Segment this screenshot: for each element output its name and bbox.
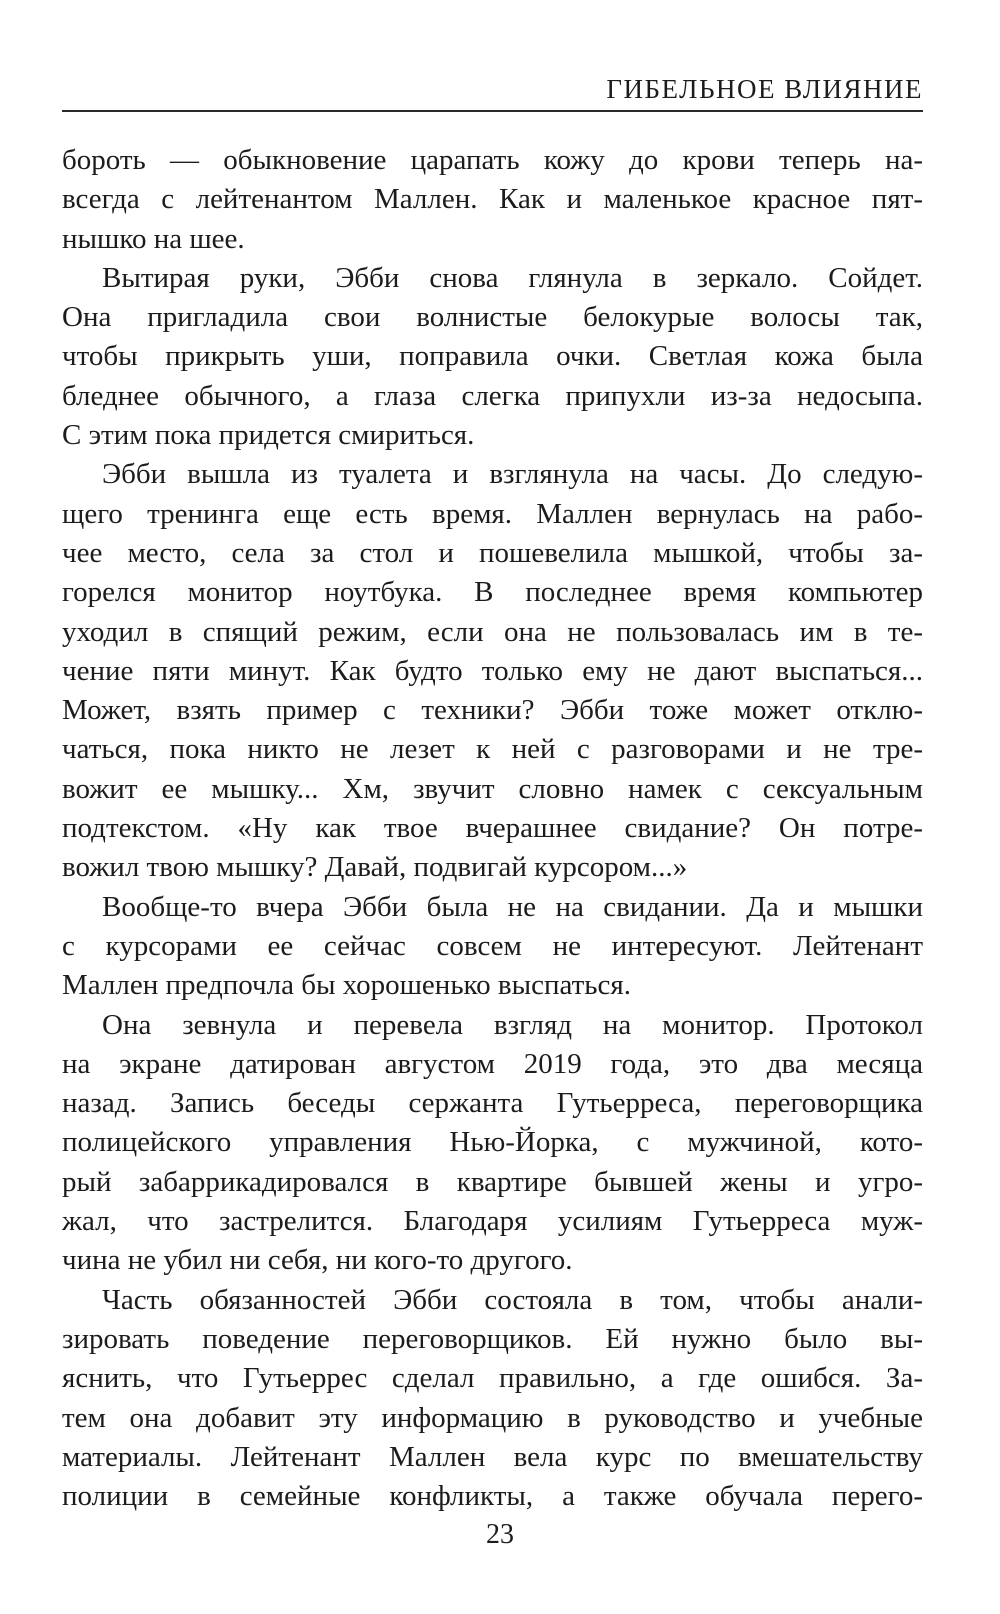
running-title: ГИБЕЛЬНОЕ ВЛИЯНИЕ [606,74,923,104]
page-number: 23 [486,1519,514,1550]
text-line: чтобы прикрыть уши, поправила очки. Светлая кожа была [62,340,923,373]
text-line: нышко на шее. [62,222,245,255]
text-line: Она пригладила свои волнистые белокурые волосы так, [62,301,923,334]
text-line: чение пяти минут. Как будто только ему не дают выспаться... [62,654,923,687]
text-line: Вообще-то вчера Эбби была не на свидании. Да и мышки [102,890,923,923]
text-line: зировать поведение переговорщиков. Ей нужно было вы- [62,1322,923,1355]
text-line: на экране датирован августом 2019 года, это два месяца [62,1047,923,1080]
text-line: горелся монитор ноутбука. В последнее время компьютер [62,576,923,609]
text-line: Вытирая руки, Эбби снова глянула в зеркало. Сойдет. [102,261,923,294]
text-line: тем она добавит эту информацию в руководство и учебные [62,1401,923,1434]
text-line: всегда с лейтенантом Маллен. Как и маленькое красное пят- [62,183,923,216]
text-line: полицейского управления Нью-Йорка, с мужчиной, кото- [62,1126,923,1159]
text-line: Может, взять пример с техники? Эбби тоже может отклю- [62,694,923,727]
text-line: щего тренинга еще есть время. Маллен вернулась на рабо- [62,497,923,530]
text-line: Она зевнула и перевела взгляд на монитор. Протокол [102,1008,923,1041]
text-line: полиции в семейные конфликты, а также обучала перего- [62,1480,923,1513]
text-line: бледнее обычного, а глаза слегка припухли из-за недосыпа. [62,379,923,412]
running-header [62,68,923,112]
text-line: бороть — обыкновение царапать кожу до крови теперь на- [62,144,923,176]
text-line: Эбби вышла из туалета и взглянула на часы. До следую- [102,458,923,491]
text-line: материалы. Лейтенант Маллен вела курс по вмешательству [62,1440,923,1473]
text-line: назад. Запись беседы сержанта Гутьерреса, переговорщика [62,1087,923,1120]
text-line: чина не убил ни себя, ни кого-то другого. [62,1244,573,1277]
body-text [62,141,923,1516]
text-line: жал, что застрелится. Благодаря усилиям Гутьерреса муж- [62,1205,923,1238]
text-line: вожил твою мышку? Давай, подвигай курсором...» [62,851,688,884]
text-line: чаться, пока никто не лезет к ней с разговорами и не тре- [62,733,923,766]
text-line: чее место, села за стол и пошевелила мышкой, чтобы за- [62,536,923,569]
text-line: С этим пока придется смириться. [62,419,475,452]
text-line: Часть обязанностей Эбби состояла в том, чтобы анали- [102,1283,923,1316]
text-line: яснить, что Гутьеррес сделал правильно, а где ошибся. За- [62,1362,923,1395]
text-line: вожит ее мышку... Хм, звучит словно намек с сексуальным [62,772,923,805]
text-line: уходил в спящий режим, если она не пользовалась им в те- [62,615,923,648]
text-line: подтекстом. «Ну как твое вчерашнее свидание? Он потре- [62,812,923,845]
text-line: Маллен предпочла бы хорошенько выспаться. [62,969,631,1002]
text-line: с курсорами ее сейчас совсем не интересуют. Лейтенант [62,929,923,962]
text-line: рый забаррикадировался в квартире бывшей жены и угро- [62,1165,923,1198]
